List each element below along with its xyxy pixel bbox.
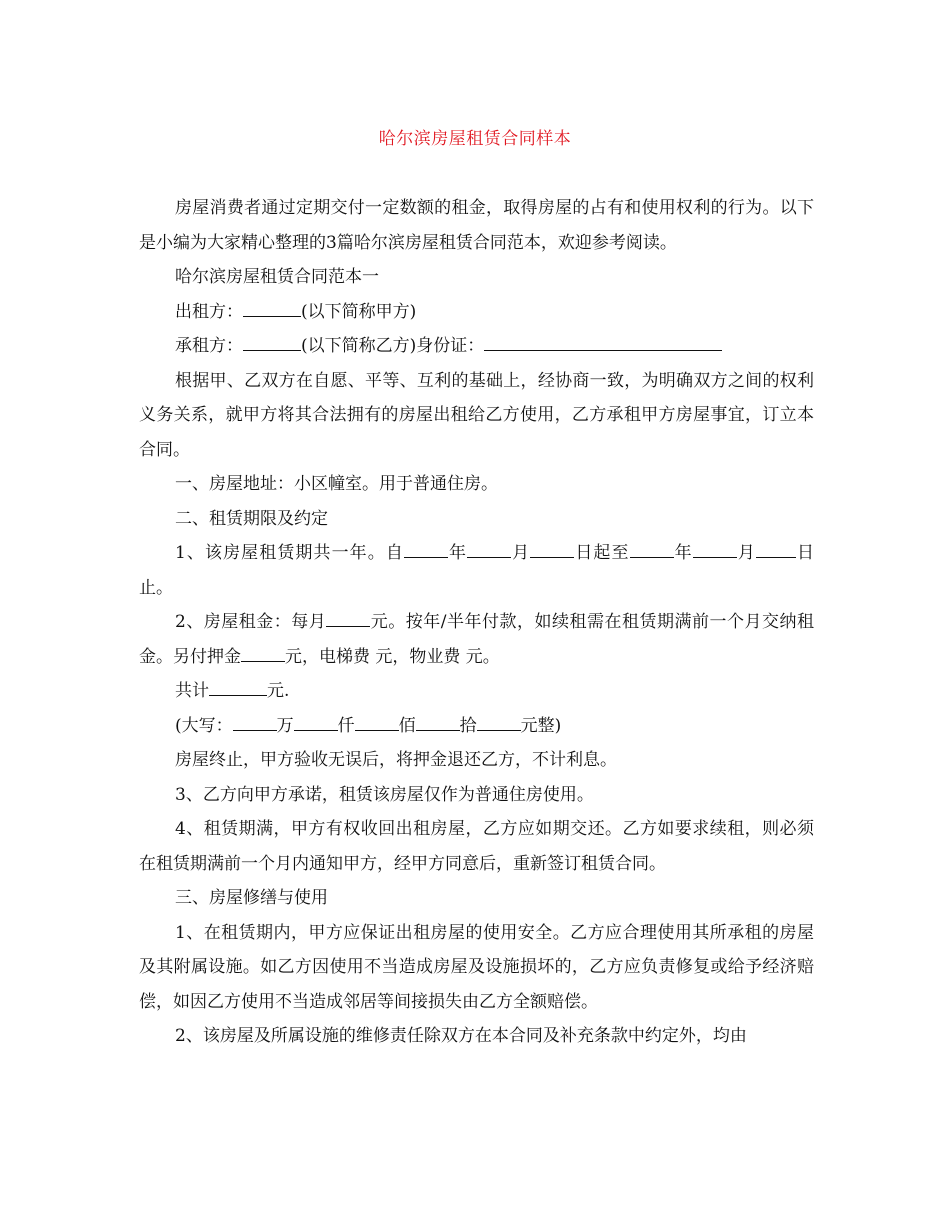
blank-field: [243, 299, 301, 317]
blank-field: [404, 540, 448, 558]
capital-amount-line: [139, 709, 814, 744]
section-2-heading: 二、租赁期限及约定: [175, 508, 328, 529]
blank-field: [326, 609, 370, 627]
text-span: 元.: [267, 681, 290, 701]
text-span: 元整): [520, 715, 562, 736]
text-span: 佰: [398, 715, 416, 736]
lessee-suffix: (以下简称乙方)身份证：: [301, 336, 485, 356]
text-span: 共计: [175, 681, 209, 701]
blank-field: [355, 713, 399, 731]
item-3: 3、乙方向甲方承诺，租赁该房屋仅作为普通住房使用。: [175, 784, 594, 805]
section-3-item-2: 2、该房屋及所属设施的维修责任除双方在本合同及补充条款中约定外，均由: [175, 1026, 747, 1046]
lessor-line: [139, 295, 814, 330]
blank-field: [233, 713, 277, 731]
blank-field: [530, 540, 574, 558]
blank-field: [243, 333, 301, 351]
section-3-item-1: 1、在租赁期内，甲方应保证出租房屋的使用安全。乙方应合理使用其所承租的房屋及其附属设施。如乙方因使用不当造成房屋及设施损坏的，乙方应负责修复或给予经济赔偿，如因乙方使用不当造成邻居等间接损失由乙方全额赔偿。: [139, 922, 814, 1012]
text-span: 仟: [337, 715, 355, 736]
lessor-label: 出租方：: [175, 301, 243, 322]
document-body: [139, 191, 814, 1054]
document-title: 哈尔滨房屋租赁合同样本: [378, 129, 572, 149]
section-1: 一、房屋地址：小区幢室。用于普通住房。: [175, 474, 498, 494]
text-span: 月: [736, 543, 756, 563]
id-card-blank: [484, 333, 722, 351]
text-span: 元，电梯费 元，物业费 元。: [285, 646, 500, 667]
lessee-line: [139, 329, 814, 364]
blank-field: [209, 678, 267, 696]
text-span: 万: [276, 715, 294, 736]
blank-field: [756, 540, 796, 558]
deposit-refund: 房屋终止，甲方验收无误后，将押金退还乙方，不计利息。: [175, 750, 617, 770]
lessor-suffix: (以下简称甲方): [301, 301, 417, 322]
blank-field: [294, 713, 338, 731]
text-span: 月: [511, 543, 531, 563]
text-span: 日止。: [139, 543, 815, 598]
text-span: 拾: [459, 715, 477, 736]
text-span: 2、房屋租金：每月: [175, 612, 327, 632]
blank-field: [477, 713, 521, 731]
total-line: [139, 674, 814, 709]
lessee-label: 承租方：: [175, 336, 243, 356]
basis-paragraph: 根据甲、乙双方在自愿、平等、互利的基础上，经协商一致，为明确双方之间的权利义务关系，就甲方将其合法拥有的房屋出租给乙方使用，乙方承租甲方房屋事宜，订立本合同。: [139, 370, 814, 460]
text-span: 日起至: [574, 543, 630, 563]
contract-heading: 哈尔滨房屋租赁合同范本一: [175, 267, 379, 287]
blank-field: [630, 540, 674, 558]
text-span: 年: [673, 543, 693, 563]
text-span: (大写：: [175, 715, 233, 736]
blank-field: [416, 713, 460, 731]
text-span: 1、该房屋租赁期共一年。自: [175, 543, 404, 563]
section-3-heading: 三、房屋修缮与使用: [175, 888, 328, 908]
rent-item: [139, 605, 814, 674]
item-4: 4、租赁期满，甲方有权收回出租房屋，乙方应如期交还。乙方如要求续租，则必须在租赁期满前一个月内通知甲方，经甲方同意后，重新签订租赁合同。: [139, 819, 814, 874]
blank-field: [467, 540, 511, 558]
lease-term-item: [139, 536, 814, 605]
text-span: 元。按年/半年付款，如续租需在租赁期满前一个月交纳租金。另付押金: [139, 612, 814, 667]
intro-paragraph: 房屋消费者通过定期交付一定数额的租金，取得房屋的占有和使用权利的行为。以下是小编为大家精心整理的3篇哈尔滨房屋租赁合同范本，欢迎参考阅读。: [139, 198, 814, 253]
text-span: 年: [447, 543, 468, 563]
blank-field: [241, 644, 285, 662]
blank-field: [693, 540, 737, 558]
